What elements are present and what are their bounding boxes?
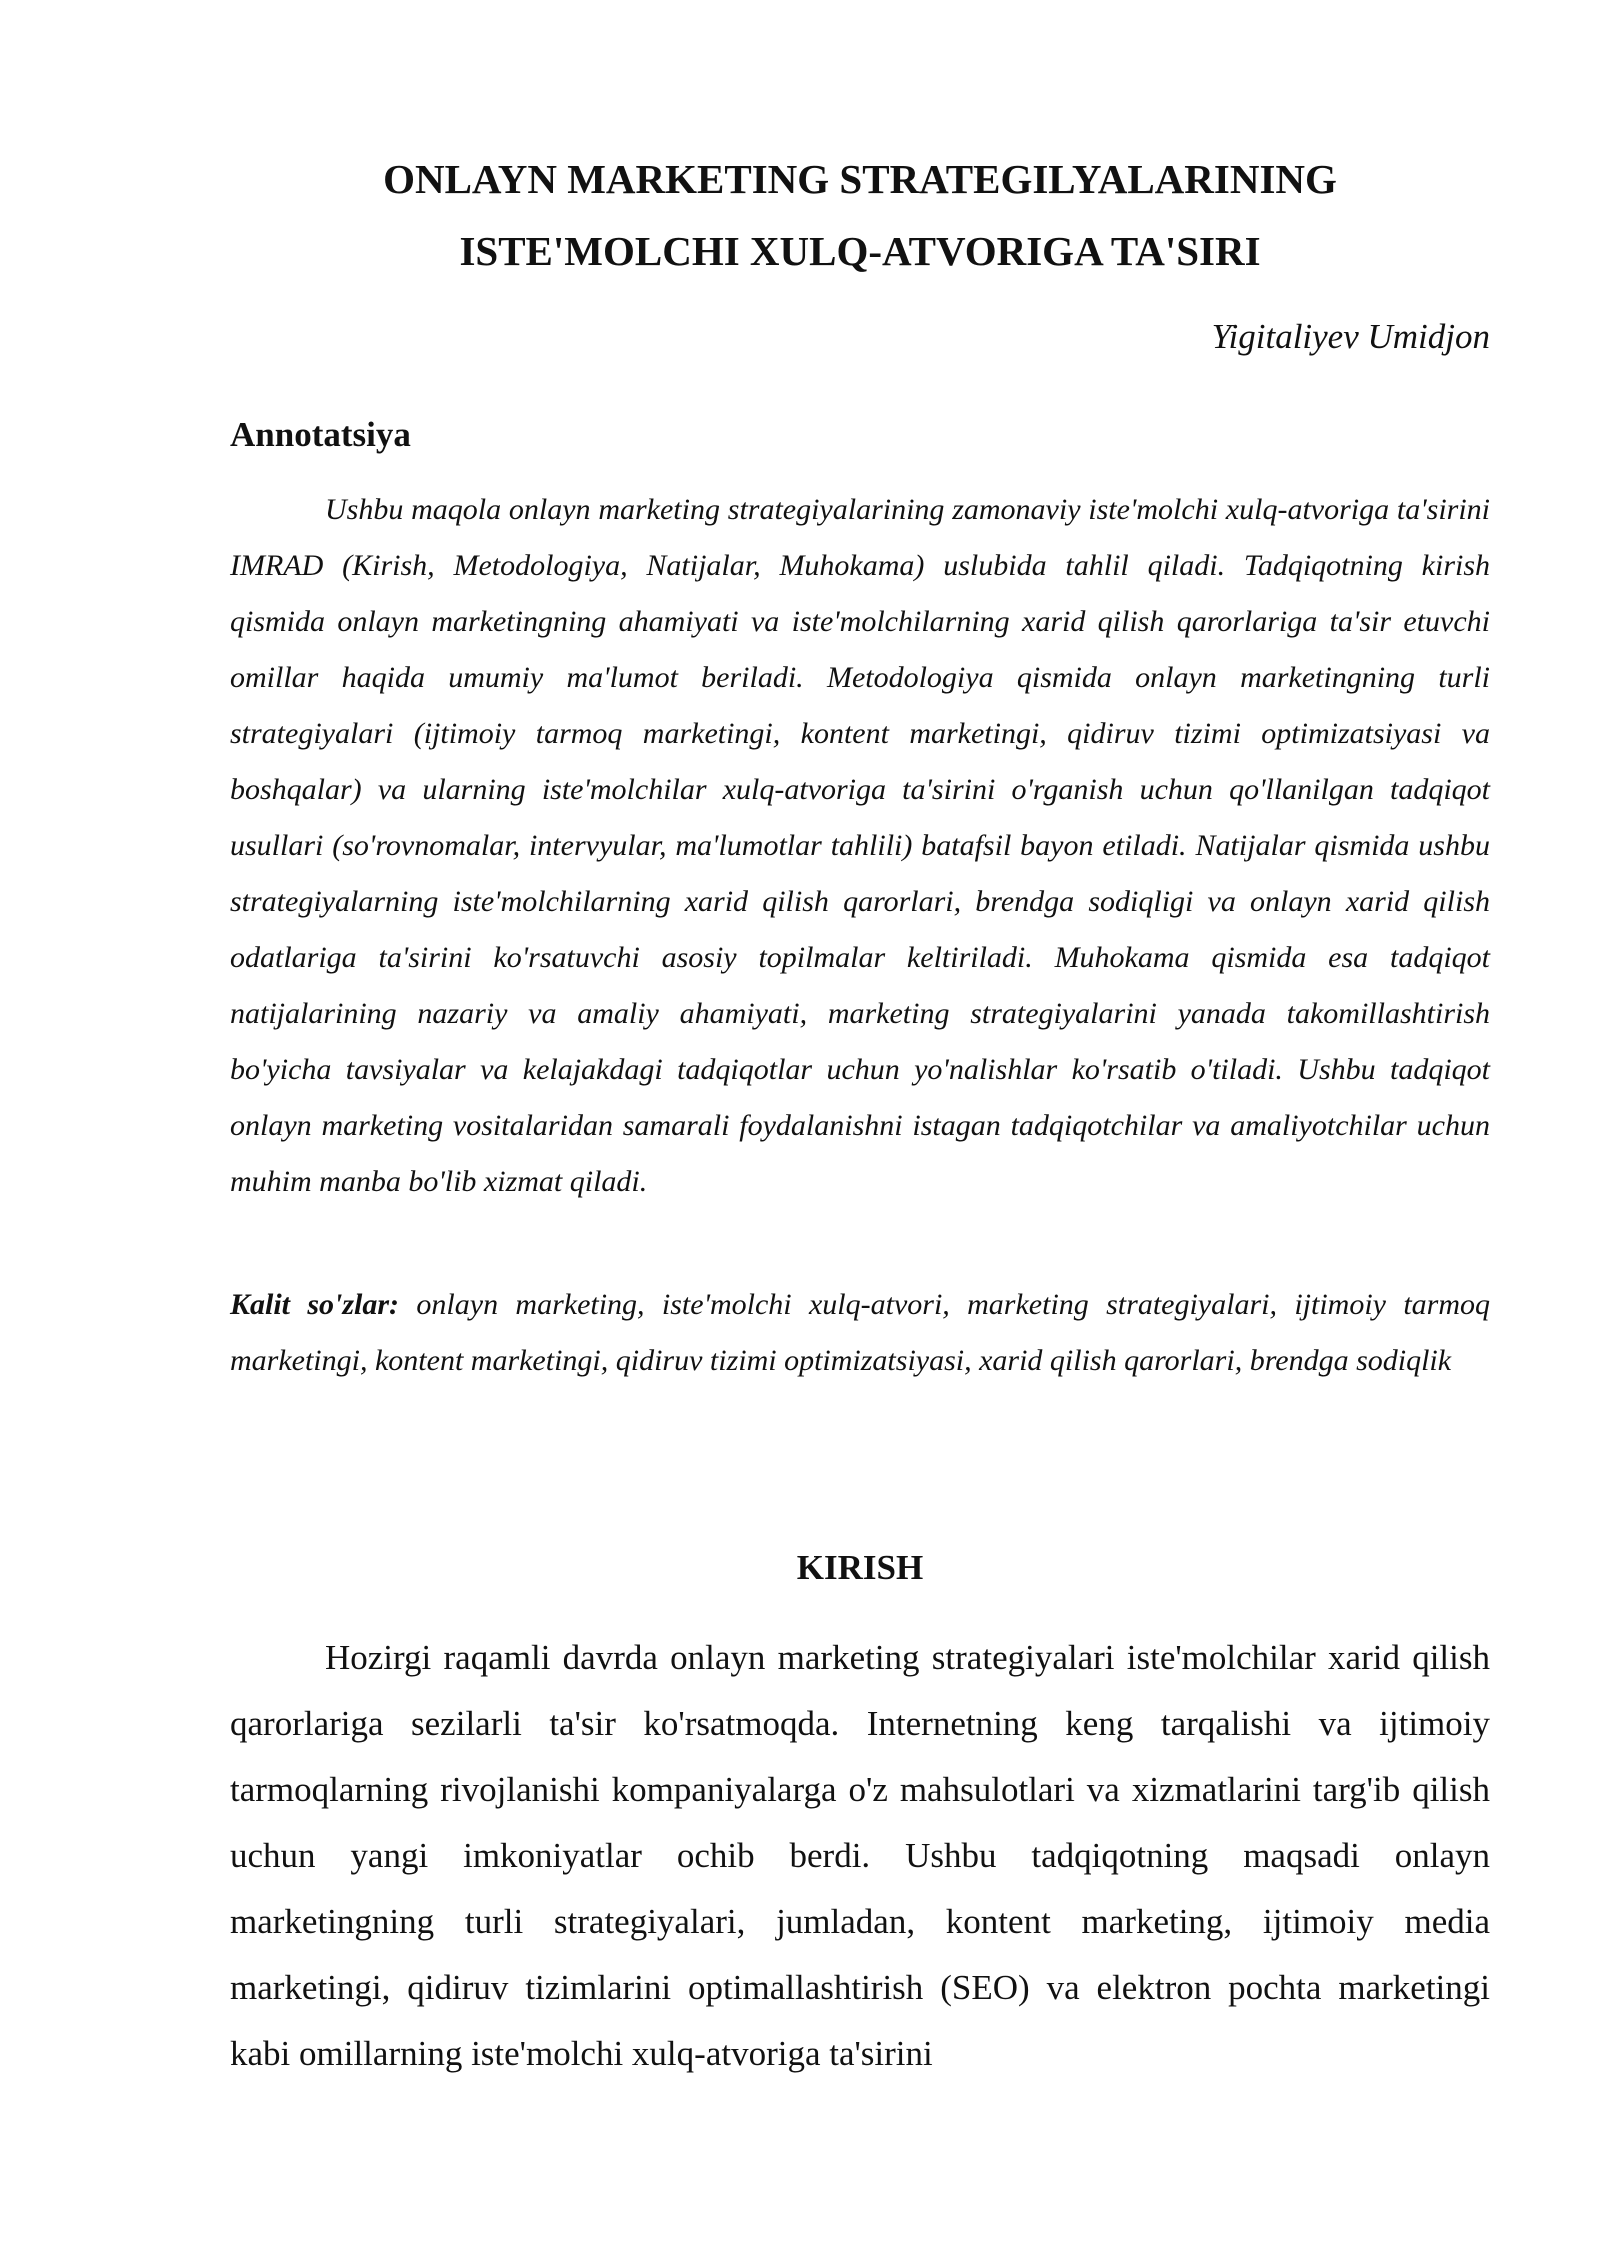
introduction-paragraph: Hozirgi raqamli davrda onlayn marketing strategiyalari iste'molchilar xarid qilish qarorlariga sezilarli ta'sir ko'rsatmoqda. Internetning keng tarqalishi va ijtimoiy tarmoqlarning rivojlanishi kompaniyalarga o'z mahsulotlari va xizmatlarini targ'ib qilish uchun yangi imkoniyatlar ochib berdi. Ushbu tadqiqotning maqsadi onlayn marketingning turli strategiyalari, jumladan, kontent marketing, ijtimoiy media marketingi, qidiruv tizimlarini optimallashtirish (SEO) va elektron pochta marketingi kabi omillarning iste'molchi xulq-atvoriga ta'sirini [230,1638,1490,2073]
section-heading-introduction: KIRISH [796,1548,924,1587]
abstract-heading: Annotatsiya [230,415,411,454]
abstract-text: Ushbu maqola onlayn marketing strategiyalarining zamonaviy iste'molchi xulq-atvoriga ta'sirini IMRAD (Kirish, Metodologiya, Natijalar, Muhokama) uslubida tahlil qiladi. Tadqiqotning kirish qismida onlayn marketingning ahamiyati va iste'molchilarning xarid qilish qarorlariga ta'sir etuvchi omillar haqida umumiy ma'lumot beriladi. Metodologiya qismida onlayn marketingning turli strategiyalari (ijtimoiy tarmoq marketingi, kontent marketingi, qidiruv tizimi optimizatsiyasi va boshqalar) va ularning iste'molchilar xulq-atvoriga ta'sirini o'rganish uchun qo'llanilgan tadqiqot usullari (so'rovnomalar, intervyular, ma'lumotlar tahlili) batafsil bayon etiladi. Natijalar qismida ushbu strategiyalarning iste'molchilarning xarid qilish qarorlari, brendga sodiqligi va onlayn xarid qilish odatlariga ta'sirini ko'rsatuvchi asosiy topilmalar keltiriladi. Muhokama qismida esa tadqiqot natijalarining nazariy va amaliy ahamiyati, marketing strategiyalarini yanada takomillashtirish bo'yicha tavsiyalar va kelajakdagi tadqiqotlar uchun yo'nalishlar ko'rsatib o'tiladi. Ushbu tadqiqot onlayn marketing vositalaridan samarali foydalanishni istagan tadqiqotchilar va amaliyotchilar uchun muhim manba bo'lib xizmat qiladi. [230,493,1490,1198]
paper-title-line-1: ONLAYN MARKETING STRATEGILYALARINING [383,156,1337,202]
keywords-text: onlayn marketing, iste'molchi xulq-atvori, marketing strategiyalari, ijtimoiy tarmoq marketingi, kontent marketingi, qidiruv tizimi optimizatsiyasi, xarid qilish qarorlari, brendga sodiqlik [230,1288,1491,1377]
paper-title-line-2: ISTE'MOLCHI XULQ-ATVORIGA TA'SIRI [459,228,1261,274]
keywords-label: Kalit so'zlar: [230,1288,400,1321]
author-name: Yigitaliyev Umidjon [1211,317,1490,356]
paper-title [230,143,1490,287]
keywords-paragraph [230,1277,1490,1389]
